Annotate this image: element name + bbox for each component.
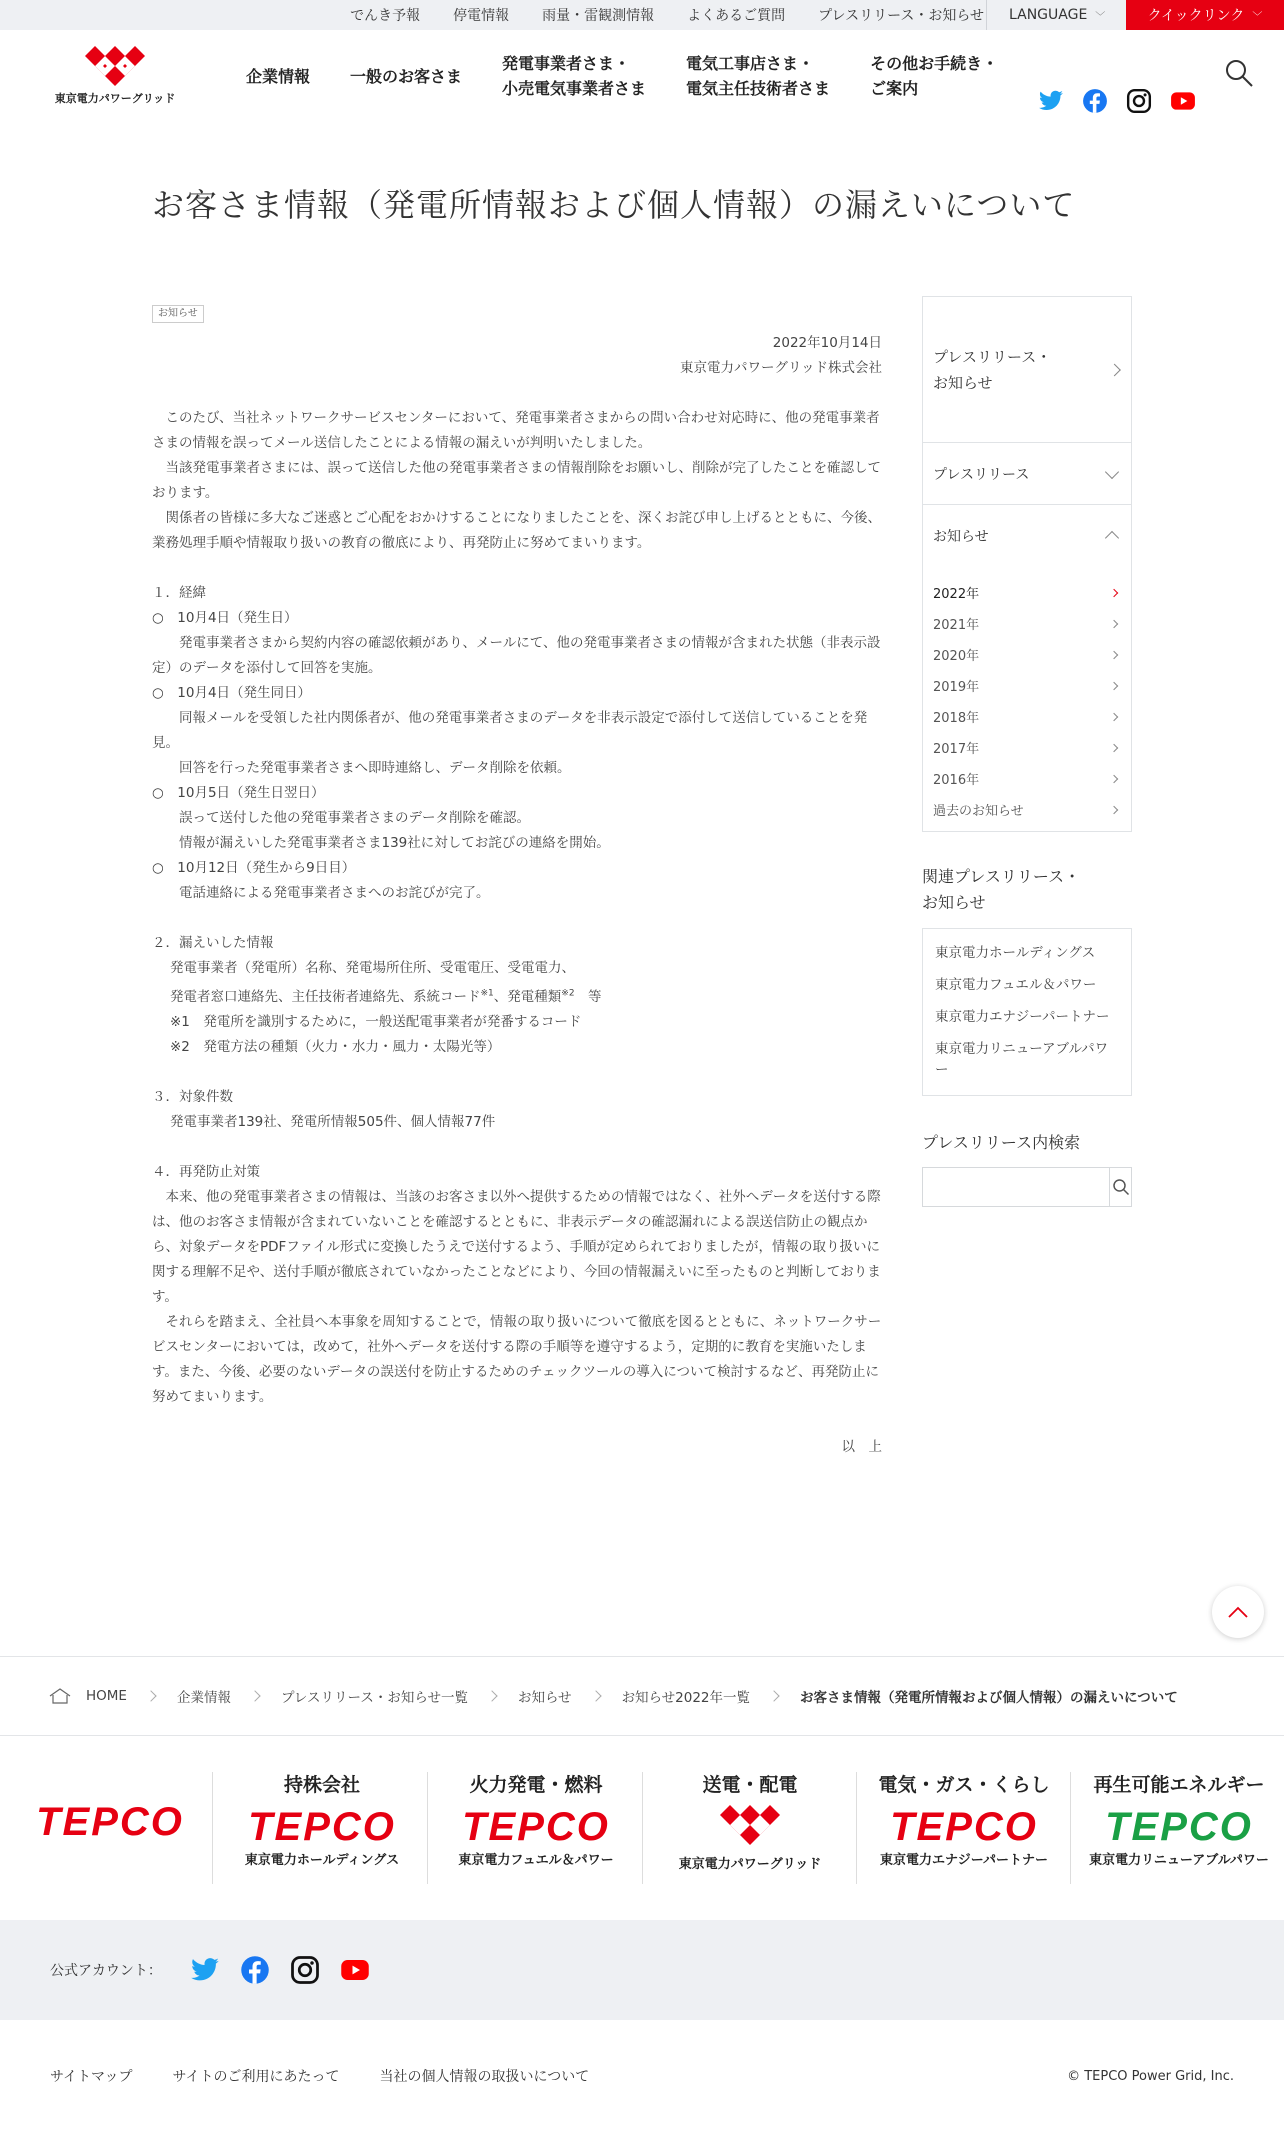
closing: 以 上 xyxy=(841,1439,882,1455)
timeline-body: 電話連絡による発電事業者さまへのお詫びが完了。 xyxy=(152,885,490,901)
group-category: 持株会社 xyxy=(283,1774,360,1796)
twitter-icon[interactable] xyxy=(190,1955,220,1985)
section-title: ２．漏えいした情報 xyxy=(152,935,274,951)
back-to-top-button[interactable] xyxy=(1212,1586,1264,1638)
footnote-mark: ※1 xyxy=(480,988,494,999)
chevron-right-icon xyxy=(1110,681,1118,689)
chevron-right-icon xyxy=(1110,774,1118,782)
leaked-info-line xyxy=(152,985,882,1010)
breadcrumb-notice[interactable]: お知らせ xyxy=(517,1690,572,1706)
tepco-group-logo[interactable] xyxy=(30,1800,190,1900)
language-selector[interactable] xyxy=(986,0,1126,30)
util-link-rain-thunder[interactable]: 雨量・雷観測情報 xyxy=(542,8,655,24)
year-link-2022[interactable] xyxy=(933,577,1121,608)
sidebar-item-label: お知らせ xyxy=(933,529,989,545)
year-label: 2020年 xyxy=(933,649,980,664)
youtube-icon[interactable] xyxy=(1170,88,1196,114)
official-accounts-label: 公式アカウント： xyxy=(50,1963,162,1979)
sidebar xyxy=(922,296,1132,1207)
breadcrumb-notice-2022[interactable]: お知らせ2022年一覧 xyxy=(621,1690,751,1706)
section-title: ４．再発防止対策 xyxy=(152,1164,260,1180)
divider xyxy=(1070,1772,1071,1884)
official-accounts xyxy=(0,1920,1284,2020)
intro-paragraph: 関係者の皆様に多大なご迷惑とご心配をおかけすることになりましたことを、深くお詫び申し上げるとともに、今後、業務処理手順や情報取り扱いの教育の徹底により、再発防止に努めてまいります。 xyxy=(152,510,881,551)
year-link-past[interactable] xyxy=(933,794,1121,825)
group-company-name: 東京電力リニューアブルパワー xyxy=(1089,1853,1269,1868)
util-link-teiden[interactable]: 停電情報 xyxy=(453,8,510,24)
sidebar-head-label: お知らせ xyxy=(933,373,993,392)
section-title: １．経緯 xyxy=(152,585,206,601)
nav-label-line2: 小売電気事業者さま xyxy=(502,79,647,98)
chevron-right-icon xyxy=(1110,712,1118,720)
prevention-paragraph: 本来、他の発電事業者さまの情報は、当該のお客さま以外へ提供するための情報ではなく、社外へデータを送付する際は、他のお客さま情報が含まれていないことを確認するとともに、非表示データの確認漏れによる誤送信防止の観点から、対象データをPDFファイル形式に変換したうえで送付するよう、手順が定められておりましたが，情報の取り扱いに関する理解不足や、送付手順が徹底されていなかったことなどにより、今回の情報漏えいに至ったものと判断しております。 xyxy=(152,1189,881,1305)
timeline-head: ○ 10月12日（発生から9日目） xyxy=(152,860,356,876)
chevron-right-icon xyxy=(1108,363,1121,376)
chevron-down-icon xyxy=(1105,464,1119,478)
tepco-logo-text: TEPCO xyxy=(1105,1805,1253,1849)
logo-text: 東京電力パワーグリッド xyxy=(54,92,176,105)
sidebar-menu xyxy=(922,296,1132,832)
breadcrumb-home[interactable] xyxy=(48,1687,127,1705)
year-link-2018[interactable] xyxy=(933,701,1121,732)
global-nav xyxy=(246,30,1038,122)
breadcrumb-separator-icon xyxy=(486,1690,497,1701)
footnote: ※1 発電所を識別するために，一般送配電事業者が発番するコード xyxy=(170,1014,582,1030)
util-link-denki-yoho[interactable]: でんき予報 xyxy=(350,8,421,24)
group-renewable-power[interactable] xyxy=(1076,1770,1282,1870)
nav-label-line1: その他お手続き・ xyxy=(870,54,999,73)
footer-link-privacy[interactable]: 当社の個人情報の取扱いについて xyxy=(379,2069,590,2085)
year-list xyxy=(923,567,1131,831)
press-search-input[interactable] xyxy=(923,1168,1109,1206)
breadcrumb-corporate[interactable]: 企業情報 xyxy=(176,1690,231,1706)
group-company-name: 東京電力ホールディングス xyxy=(244,1853,400,1868)
chevron-up-icon xyxy=(1227,1605,1249,1619)
leaked-info-text: 等 xyxy=(574,989,602,1005)
breadcrumb xyxy=(0,1656,1284,1736)
nav-label-line1: 発電事業者さま・ xyxy=(502,54,631,73)
footnote: ※2 発電方法の種類（火力・水力・風力・太陽光等） xyxy=(170,1039,501,1055)
group-companies xyxy=(0,1750,1284,1886)
group-category: 再生可能エネルギー xyxy=(1093,1774,1265,1796)
year-label: 2017年 xyxy=(933,742,980,757)
press-search xyxy=(922,1167,1132,1207)
timeline-head: ○ 10月5日（発生日翌日） xyxy=(152,785,325,801)
press-search-title: プレスリリース内検索 xyxy=(922,1133,1081,1152)
sidebar-head-label: プレスリリース・ xyxy=(933,347,1052,366)
group-category: 送電・配電 xyxy=(702,1774,798,1796)
year-label: 2022年 xyxy=(933,587,980,602)
chevron-right-icon xyxy=(1110,588,1118,596)
utility-bar xyxy=(0,0,1284,30)
facebook-icon[interactable] xyxy=(240,1955,270,1985)
breadcrumb-separator-icon xyxy=(590,1690,601,1701)
related-link-holdings[interactable]: 東京電力ホールディングス xyxy=(935,945,1096,961)
timeline-body: 回答を行った発電事業者さまへ即時連絡し、データ削除を依頼。 xyxy=(152,760,571,776)
year-link-2019[interactable] xyxy=(933,670,1121,701)
group-category: 火力発電・燃料 xyxy=(469,1774,603,1796)
nav-label-line2: 電気主任技術者さま xyxy=(686,79,831,98)
site-footer xyxy=(0,2020,1284,2132)
twitter-icon[interactable] xyxy=(1038,88,1064,114)
nav-general-customers[interactable] xyxy=(350,64,462,89)
home-icon xyxy=(48,1687,72,1705)
site-logo[interactable] xyxy=(50,44,180,104)
chevron-up-icon xyxy=(1105,531,1119,545)
chevron-right-icon xyxy=(1110,619,1118,627)
timeline-body: 情報が漏えいした発電事業者さま139社に対してお詫びの連絡を開始。 xyxy=(152,835,610,851)
group-company-name: 東京電力エナジーパートナー xyxy=(879,1853,1049,1868)
sidebar-item-press-release[interactable] xyxy=(923,443,1131,505)
nav-label: 一般のお客さま xyxy=(350,66,463,86)
leaked-info-text: 、発電種類 xyxy=(493,989,562,1005)
instagram-icon[interactable] xyxy=(1126,88,1152,114)
breadcrumb-label: HOME xyxy=(86,1688,127,1704)
year-link-2016[interactable] xyxy=(933,763,1121,794)
breadcrumb-separator-icon xyxy=(145,1690,156,1701)
instagram-icon[interactable] xyxy=(290,1955,320,1985)
group-category: 電気・ガス・くらし xyxy=(878,1774,1050,1796)
footnote-mark: ※2 xyxy=(561,988,575,999)
related-link-energy-partner[interactable]: 東京電力エナジーパートナー xyxy=(935,1009,1110,1025)
breadcrumb-press-list[interactable]: プレスリリース・お知らせ一覧 xyxy=(280,1690,468,1706)
breadcrumb-separator-icon xyxy=(249,1690,260,1701)
related-links xyxy=(922,928,1132,1096)
sidebar-item-label: プレスリリース xyxy=(933,466,1030,483)
search-icon xyxy=(1112,1178,1130,1196)
site-header xyxy=(0,30,1284,122)
util-link-press[interactable]: プレスリリース・お知らせ xyxy=(818,8,984,24)
tepco-logo-text: TEPCO xyxy=(36,1800,184,1844)
year-label: 2019年 xyxy=(933,680,980,695)
util-link-faq[interactable]: よくあるご質問 xyxy=(687,8,786,24)
tepco-logo-text: TEPCO xyxy=(462,1805,610,1849)
year-link-2021[interactable] xyxy=(933,608,1121,639)
quicklink-label: クイックリンク xyxy=(1147,8,1245,24)
intro-paragraph: 当該発電事業者さまには、誤って送信した他の発電事業者さまの情報削除をお願いし、削除が完了したことを確認しております。 xyxy=(152,460,881,501)
timeline-body: 誤って送付した他の発電事業者さまのデータ削除を確認。 xyxy=(152,810,530,826)
year-label: 過去のお知らせ xyxy=(933,804,1024,819)
prevention-paragraph: それらを踏まえ、全社員へ本事象を周知することで，情報の取り扱いについて徹底を図るとともに、ネットワークサービスセンターにおいては，改めて，社外へデータを送付する際の手順等を遵守するよう，定期的に教育を実施いたします。また、今後、必要のないデータの誤送付を防止するためのチェックツールの導入について検討するなど、再発防止に努めてまいります。 xyxy=(152,1314,882,1405)
breadcrumb-current: お客さま情報（発電所情報および個人情報）の漏えいについて xyxy=(800,1690,1178,1706)
intro-paragraph: このたび、当社ネットワークサービスセンターにおいて、発電事業者さまからの問い合わせ対応時に、他の発電事業者さまの情報を誤ってメール送信したことによる情報の漏えいが判明いたしました。 xyxy=(152,410,880,451)
search-icon[interactable] xyxy=(1224,58,1254,88)
timeline-head: ○ 10月4日（発生同日） xyxy=(152,685,312,701)
chevron-down-icon: ﹀ xyxy=(1095,11,1106,23)
utility-links xyxy=(317,0,984,30)
related-title-line: お知らせ xyxy=(922,893,986,912)
related-title xyxy=(922,864,1132,916)
nav-label-line2: ご案内 xyxy=(870,79,919,98)
language-label: LANGUAGE xyxy=(1009,7,1088,23)
article-company: 東京電力パワーグリッド株式会社 xyxy=(680,360,882,376)
nav-generators-retailers[interactable] xyxy=(502,51,646,101)
leaked-info-text: 発電者窓口連絡先、主任技術者連絡先、系統コード xyxy=(170,989,481,1005)
group-energy-partner[interactable] xyxy=(864,1770,1064,1870)
year-link-2020[interactable] xyxy=(933,639,1121,670)
year-link-2017[interactable] xyxy=(933,732,1121,763)
year-label: 2016年 xyxy=(933,773,980,788)
target-count: 発電事業者139社、発電所情報505件、個人情報77件 xyxy=(170,1114,496,1130)
copyright: © TEPCO Power Grid, Inc. xyxy=(1067,2068,1234,2084)
article-date: 2022年10月14日 xyxy=(772,335,882,351)
nav-other-procedures[interactable] xyxy=(870,51,998,101)
header-sns xyxy=(1038,88,1214,114)
year-label: 2021年 xyxy=(933,618,980,633)
nav-contractors-engineers[interactable] xyxy=(686,51,830,101)
related-title-line: 関連プレスリリース・ xyxy=(922,867,1081,886)
tepco-logo-text: TEPCO xyxy=(248,1805,396,1849)
chevron-down-icon: ﹀ xyxy=(1252,11,1263,23)
youtube-icon[interactable] xyxy=(340,1955,370,1985)
divider xyxy=(642,1772,643,1884)
sidebar-item-notice[interactable] xyxy=(923,505,1131,567)
timeline-body: 発電事業者さまから契約内容の確認依頼があり、メールにて、他の発電事業者さまの情報が含まれた状態（非表示設定）のデータを添付して回答を実施。 xyxy=(152,635,881,676)
chevron-right-icon xyxy=(1110,650,1118,658)
breadcrumb-separator-icon xyxy=(768,1690,779,1701)
article-body xyxy=(152,300,882,1460)
group-power-grid[interactable] xyxy=(650,1770,850,1870)
related-link-renewable-power[interactable]: 東京電力リニューアブルパワー xyxy=(935,1041,1109,1078)
press-search-button[interactable] xyxy=(1109,1168,1131,1206)
nav-label: 企業情報 xyxy=(246,66,311,86)
group-company-name: 東京電力パワーグリッド xyxy=(678,1857,822,1872)
leaked-info-line: 発電事業者（発電所）名称、発電場所住所、受電電圧、受電電力、 xyxy=(170,960,575,976)
page-title: お客さま情報（発電所情報および個人情報）の漏えいについて xyxy=(152,186,1076,224)
nav-label-line1: 電気工事店さま・ xyxy=(686,54,815,73)
year-label: 2018年 xyxy=(933,711,980,726)
timeline-head: ○ 10月4日（発生日） xyxy=(152,610,298,626)
related-link-fuel-power[interactable]: 東京電力フュエル＆パワー xyxy=(935,977,1097,993)
footer-link-sitemap[interactable]: サイトマップ xyxy=(50,2069,133,2085)
power-grid-logo-icon xyxy=(710,1801,790,1849)
group-company-name: 東京電力フュエル＆パワー xyxy=(458,1853,614,1868)
section-title: ３．対象件数 xyxy=(152,1089,233,1105)
nav-corporate[interactable] xyxy=(246,64,310,89)
sidebar-press-notice-link[interactable] xyxy=(923,297,1131,443)
chevron-right-icon xyxy=(1110,743,1118,751)
tepco-logo-text: TEPCO xyxy=(890,1805,1038,1849)
tepco-pg-logo-icon xyxy=(50,44,180,88)
chevron-right-icon xyxy=(1110,805,1118,813)
facebook-icon[interactable] xyxy=(1082,88,1108,114)
timeline-body: 同報メールを受領した社内関係者が、他の発電事業者さまのデータを非表示設定で添付して送信していることを発見。 xyxy=(152,710,868,751)
footer-link-terms[interactable]: サイトのご利用にあたって xyxy=(172,2069,340,2085)
quicklink-button[interactable] xyxy=(1126,0,1284,30)
divider xyxy=(856,1772,857,1884)
divider xyxy=(212,1772,213,1884)
divider xyxy=(427,1772,428,1884)
group-holdings[interactable] xyxy=(222,1770,422,1870)
category-tag: お知らせ xyxy=(152,305,204,323)
group-fuel-power[interactable] xyxy=(436,1770,636,1870)
